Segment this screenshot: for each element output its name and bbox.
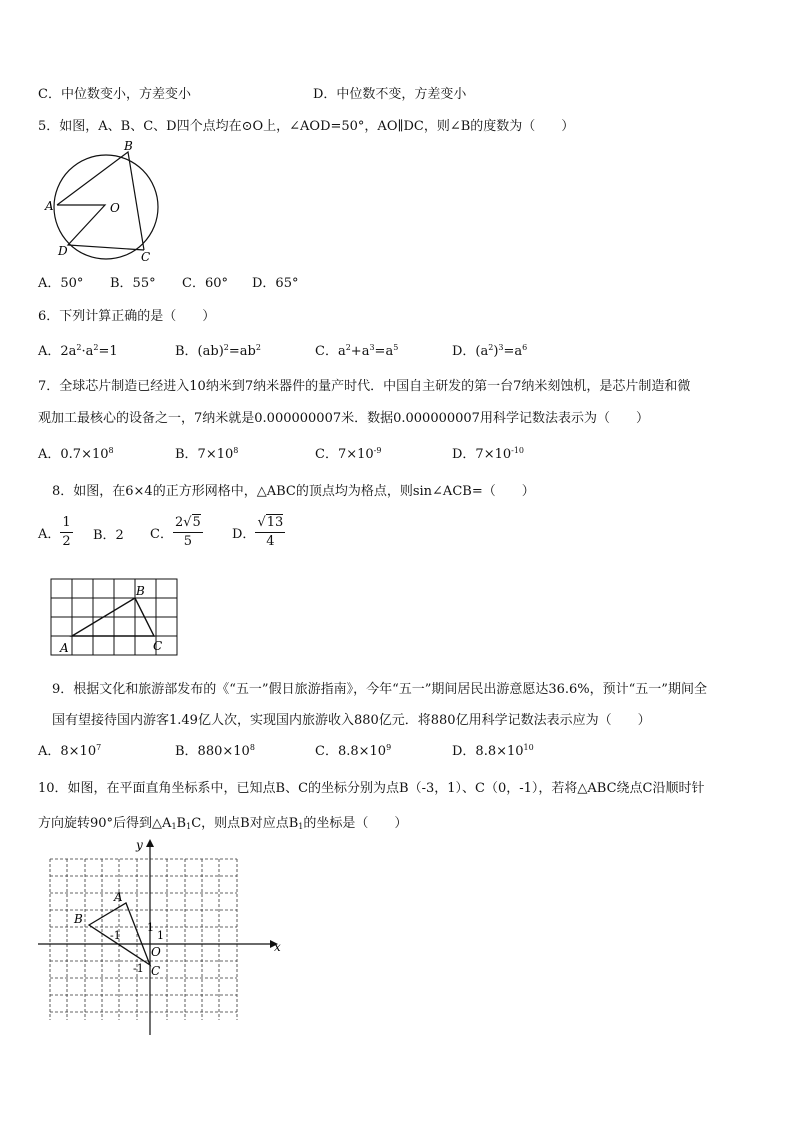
- q10-axis-y-label: y: [136, 838, 143, 852]
- q10-label-o: O: [151, 945, 161, 959]
- q10-axis-x-label: x: [274, 940, 281, 954]
- q5-option-a: A．50°: [38, 276, 84, 291]
- q4-option-c: C．中位数变小，方差变小: [38, 87, 191, 102]
- q9-option-d: D．$8.8\times 10^{10}$: [452, 743, 534, 759]
- q5-option-c: C．60°: [182, 276, 228, 291]
- q6-option-a: A．$2a^2\cdot a^2=1$: [38, 343, 118, 359]
- q8-option-a: A． $\frac{1}{2}$: [38, 515, 71, 549]
- q10-tick-x-neg1: -1: [110, 929, 121, 942]
- q10-tick-y-neg1: -1: [133, 962, 144, 975]
- q6-option-b: B．$(ab)^2=ab^2$: [175, 343, 261, 359]
- q10-coordinate-figure: [34, 835, 286, 1040]
- q10-label-a: A: [114, 890, 123, 904]
- q6-option-c: C．$a^2+a^3=a^5$: [315, 343, 399, 359]
- q6-option-d: D．$(a^2)^3=a^6$: [452, 343, 528, 359]
- q5-label-b: B: [124, 139, 133, 153]
- q8-label-a: A: [60, 641, 69, 655]
- q9-stem-line2: 国有望接待国内游客1.49亿人次，实现国内旅游收入880亿元．将880亿用科学记数法表示应为（ ）: [52, 713, 651, 728]
- q9-option-c: C．$8.8\times 10^9$: [315, 743, 392, 759]
- q7-option-c: C．$7\times 10^{-9}$: [315, 446, 382, 462]
- q5-option-d: D．65°: [252, 276, 299, 291]
- q10-label-b: B: [74, 912, 83, 926]
- q5-label-d: D: [58, 244, 68, 258]
- q10-stem-line1: 10．如图，在平面直角坐标系中，已知点B、C的坐标分别为点B（-3，1）、C（0，-1），若将△ABC绕点C沿顺时针: [38, 781, 705, 796]
- q7-stem-line1: 7．全球芯片制造已经进入10纳米到7纳米器件的量产时代．中国自主研发的第一台7纳米刻蚀机，是芯片制造和微: [38, 379, 691, 394]
- q6-stem: 6．下列计算正确的是（ ）: [38, 309, 216, 324]
- q7-option-b: B．$7\times 10^8$: [175, 446, 239, 462]
- q9-option-a: A．$8\times 10^7$: [38, 743, 102, 759]
- q8-stem: 8．如图，在6×4的正方形网格中，△ABC的顶点均为格点，则sin∠ACB=（ ）: [52, 484, 535, 499]
- q10-tick-x-1: 1: [157, 929, 164, 942]
- q8-label-b: B: [136, 584, 145, 598]
- q7-stem-line2: 观加工最核心的设备之一，7纳米就是0.000000007米．数据0.000000007用科学记数法表示为（ ）: [38, 411, 649, 426]
- q8-grid-figure: [48, 576, 183, 660]
- q5-label-o: O: [110, 201, 120, 215]
- q5-option-b: B．55°: [110, 276, 156, 291]
- q7-option-a: A．$0.7\times 10^8$: [38, 446, 114, 462]
- q10-stem-line2: 方向旋转90°后得到$\triangle A_1B_1C$，则点B对应点$B_1$的坐标是（ ）: [38, 816, 408, 831]
- q8-option-b: B．2: [93, 528, 124, 543]
- q9-stem-line1: 9．根据文化和旅游部发布的《“五一”假日旅游指南》，今年“五一”期间居民出游意愿达36.6%，预计“五一”期间全: [52, 682, 707, 697]
- q7-option-d: D．$7\times 10^{-10}$: [452, 446, 525, 462]
- q8-option-d: D． $\frac{√13}{4}$: [232, 515, 284, 549]
- q10-label-c: C: [151, 964, 161, 978]
- q5-stem: 5．如图，A、B、C、D四个点均在⊙O上，∠AOD=50°，AO∥DC，则∠B的度数为（ ）: [38, 119, 575, 134]
- q5-circle-figure: [38, 137, 168, 262]
- q10-tick-y-1: 1: [147, 921, 154, 934]
- q8-option-c: C． $\frac{2√5}{5}$: [150, 515, 201, 549]
- q9-option-b: B．$880\times 10^8$: [175, 743, 255, 759]
- q5-label-c: C: [141, 250, 151, 262]
- q4-option-d: D．中位数不变，方差变小: [313, 87, 467, 102]
- q8-label-c: C: [153, 639, 163, 653]
- q5-label-a: A: [45, 199, 54, 213]
